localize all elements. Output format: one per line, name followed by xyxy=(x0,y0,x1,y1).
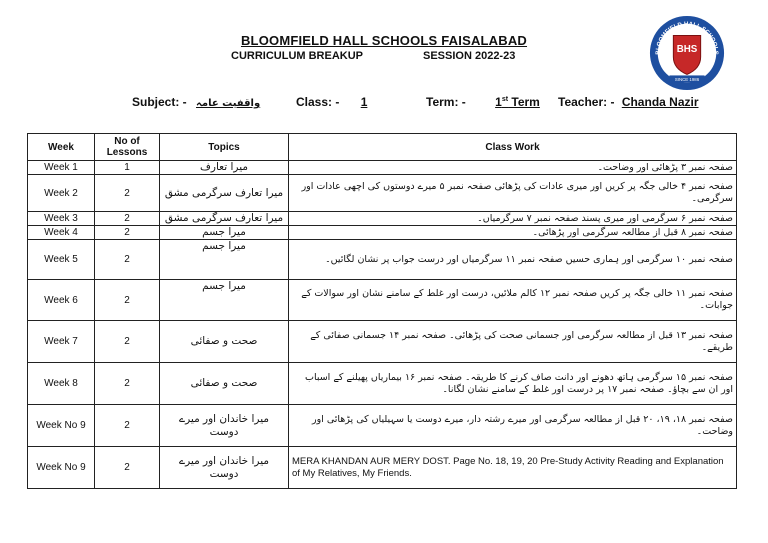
table-row xyxy=(28,363,737,405)
week-cell: Week 2 xyxy=(28,175,95,212)
logo-initials: BHS xyxy=(676,44,698,56)
lessons-cell: 2 xyxy=(95,321,160,363)
classwork-cell: صفحہ نمبر ۱۸، ۱۹، ۲۰ قبل از مطالعہ سرگرمی اور میرے رشتہ دار، میرے دوست یا سہیلیاں کی پڑھائی اور وضاحت۔ xyxy=(289,405,737,447)
subject-label: Subject: - xyxy=(132,95,187,109)
table-row xyxy=(28,405,737,447)
term-word: Term xyxy=(508,95,540,109)
week-cell: Week 3 xyxy=(28,212,95,226)
table-row xyxy=(28,240,737,280)
topic-cell: میرا جسم xyxy=(160,280,289,321)
topic-cell: میرا تعارف سرگرمی مشق xyxy=(160,175,289,212)
week-cell: Week 6 xyxy=(28,280,95,321)
week-cell: Week 4 xyxy=(28,226,95,240)
header-lessons-line1: No of xyxy=(114,136,140,147)
subject-field xyxy=(132,95,260,109)
classwork-cell: صفحہ نمبر ۱۰ سرگرمی اور ہماری حسیں صفحہ نمبر ۱۱ سرگرمیاں اور درست جواب پر نشان لگائیں۔ xyxy=(289,240,737,280)
teacher-field xyxy=(558,95,699,109)
teacher-value: Chanda Nazir xyxy=(621,95,699,109)
topic-cell: میرا خاندان اور میرے دوست xyxy=(160,447,289,489)
lessons-cell: 2 xyxy=(95,212,160,226)
logo-since: SINCE 1986 xyxy=(674,76,700,82)
lessons-cell: 2 xyxy=(95,405,160,447)
classwork-cell: صفحہ نمبر ۴ خالی جگہ پر کریں اور میری عادات کی پڑھائی صفحہ نمبر ۵ میرے دوستوں کی اچھی عادات اور سرگرمی۔ xyxy=(289,175,737,212)
topic-cell: صحت و صفائی xyxy=(160,321,289,363)
week-cell: Week 8 xyxy=(28,363,95,405)
class-field xyxy=(296,95,367,109)
week-cell: Week No 9 xyxy=(28,447,95,489)
topic-cell: میرا خاندان اور میرے دوست xyxy=(160,405,289,447)
topic-cell: میرا تعارف xyxy=(160,161,289,175)
classwork-cell: صفحہ نمبر ۱۱ خالی جگہ پر کریں صفحہ نمبر ۱۲ کالم ملائیں، درست اور غلط کے سامنے نشان اور سوالات کے جوابات۔ xyxy=(289,280,737,321)
term-field xyxy=(426,95,540,109)
term-label: Term: - xyxy=(426,95,466,109)
week-cell: Week 1 xyxy=(28,161,95,175)
class-value: 1 xyxy=(360,95,368,109)
topic-cell: صحت و صفائی xyxy=(160,363,289,405)
week-cell: Week 7 xyxy=(28,321,95,363)
topic-cell: میرا جسم xyxy=(160,240,289,280)
table-header-row xyxy=(28,134,737,161)
header-lessons xyxy=(95,134,160,161)
topic-cell: میرا جسم xyxy=(160,226,289,240)
table-row xyxy=(28,212,737,226)
classwork-cell: صفحہ نمبر ۱۵ سرگرمی ہاتھ دھونے اور دانت صاف کرنے کا طریقہ۔ صفحہ نمبر ۱۶ بیماریاں پھیلنے کے اسباب اور ان سے بچاؤ۔ صفحہ نمبر ۱۷ پر درست اور غلط کے سامنے نشان لگانا۔ xyxy=(289,363,737,405)
lessons-cell: 2 xyxy=(95,226,160,240)
classwork-cell: صفحہ نمبر ۱۳ قبل از مطالعہ سرگرمی اور جسمانی صحت کی پڑھائی۔ صفحہ نمبر ۱۴ جسمانی صفائی کے طریقے۔ xyxy=(289,321,737,363)
table-row xyxy=(28,321,737,363)
header-topics: Topics xyxy=(160,134,289,161)
school-title: BLOOMFIELD HALL SCHOOLS FAISALABAD xyxy=(240,33,528,48)
logo-arc-text: BLOOMFIELD HALL SCHOOLS xyxy=(655,21,719,55)
table-row xyxy=(28,447,737,489)
header-lessons-line2: Lessons xyxy=(106,147,148,158)
curriculum-table xyxy=(27,133,737,489)
subject-value: واقفیت عامہ xyxy=(196,98,261,109)
classwork-cell: صفحہ نمبر ۳ پڑھائی اور وضاحت۔ xyxy=(289,161,737,175)
table-row xyxy=(28,175,737,212)
term-superscript: st xyxy=(501,96,509,103)
topic-cell: میرا تعارف سرگرمی مشق xyxy=(160,212,289,226)
header-week: Week xyxy=(28,134,95,161)
teacher-label: Teacher: - xyxy=(558,95,615,109)
lessons-cell: 1 xyxy=(95,161,160,175)
class-label: Class: - xyxy=(296,95,340,109)
lessons-cell: 2 xyxy=(95,280,160,321)
week-cell: Week No 9 xyxy=(28,405,95,447)
term-number: 1 xyxy=(495,95,502,109)
lessons-cell: 2 xyxy=(95,175,160,212)
classwork-cell: صفحہ نمبر ۶ سرگرمی اور میری پسند صفحہ نمبر ۷ سرگرمیاں۔ xyxy=(289,212,737,226)
table-row xyxy=(28,161,737,175)
curriculum-breakup-label: CURRICULUM BREAKUP xyxy=(231,50,363,62)
classwork-cell: صفحہ نمبر ۸ قبل از مطالعہ سرگرمی اور پڑھائی۔ xyxy=(289,226,737,240)
table-row xyxy=(28,226,737,240)
header-classwork: Class Work xyxy=(289,134,737,161)
lessons-cell: 2 xyxy=(95,363,160,405)
week-cell: Week 5 xyxy=(28,240,95,280)
session-label: SESSION 2022-23 xyxy=(423,50,516,62)
school-logo xyxy=(648,14,726,92)
table-row xyxy=(28,280,737,321)
lessons-cell: 2 xyxy=(95,240,160,280)
lessons-cell: 2 xyxy=(95,447,160,489)
term-value xyxy=(495,95,540,109)
classwork-cell: MERA KHANDAN AUR MERY DOST. Page No. 18, 19, 20 Pre-Study Activity Reading and Explanation of My Relatives, My Friends. xyxy=(289,447,737,489)
